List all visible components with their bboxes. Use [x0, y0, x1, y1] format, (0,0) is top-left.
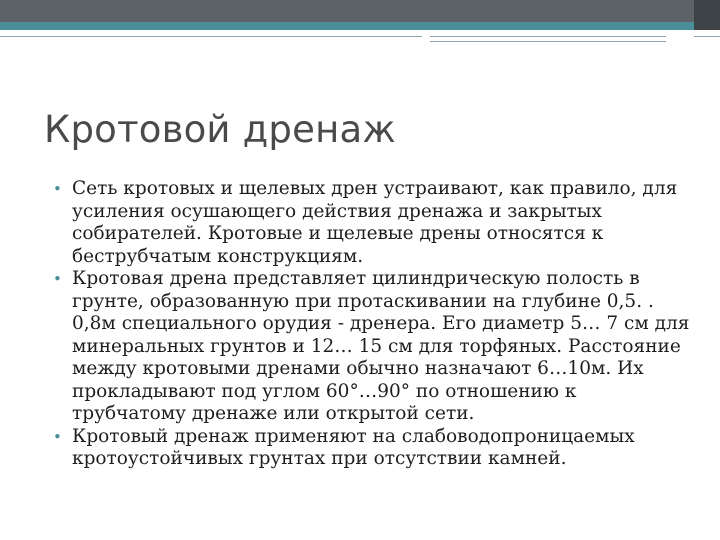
bullet-marker: •	[53, 427, 62, 446]
bullet-text: Кротовый дренаж применяют на слабоводопроницаемых кротоустойчивых грунтах при отсутствии камней.	[72, 425, 635, 469]
header-band	[0, 0, 720, 22]
bullet-marker: •	[53, 180, 62, 198]
bullet-text: Сеть кротовых и щелевых дрен устраивают, как правило, для усиления осушающего действия дренажа и закрытых собирателей. Кротовые и щелевые дрены относятся к беструбчатым конструкциям.	[72, 178, 678, 267]
bullet-marker: •	[53, 270, 62, 288]
slide-title: Кротовой дренаж	[44, 108, 396, 151]
list-item	[50, 426, 690, 471]
list-item	[50, 178, 690, 268]
header-accent-band	[0, 22, 720, 30]
header-rule	[430, 41, 666, 42]
header-corner-block	[694, 0, 720, 30]
header-rule	[0, 36, 422, 37]
header-rule	[694, 36, 720, 37]
header-rule	[430, 36, 666, 37]
bullet-text: Кротовая дрена представляет цилиндрическую полость в грунте, образованную при протаскивании на глубине 0,5. . 0,8м специального орудия - дренера. Его диаметр 5… 7 см для минеральных грунтов и 12… 15 см для торфяных. Расстояние между кротовыми дренами обычно назначают 6…10м. Их прокладывают под углом 60°…90° по отношению к трубчатому дренаже или открытой сети.	[72, 268, 690, 424]
bullet-list	[50, 178, 690, 471]
list-item	[50, 268, 690, 426]
